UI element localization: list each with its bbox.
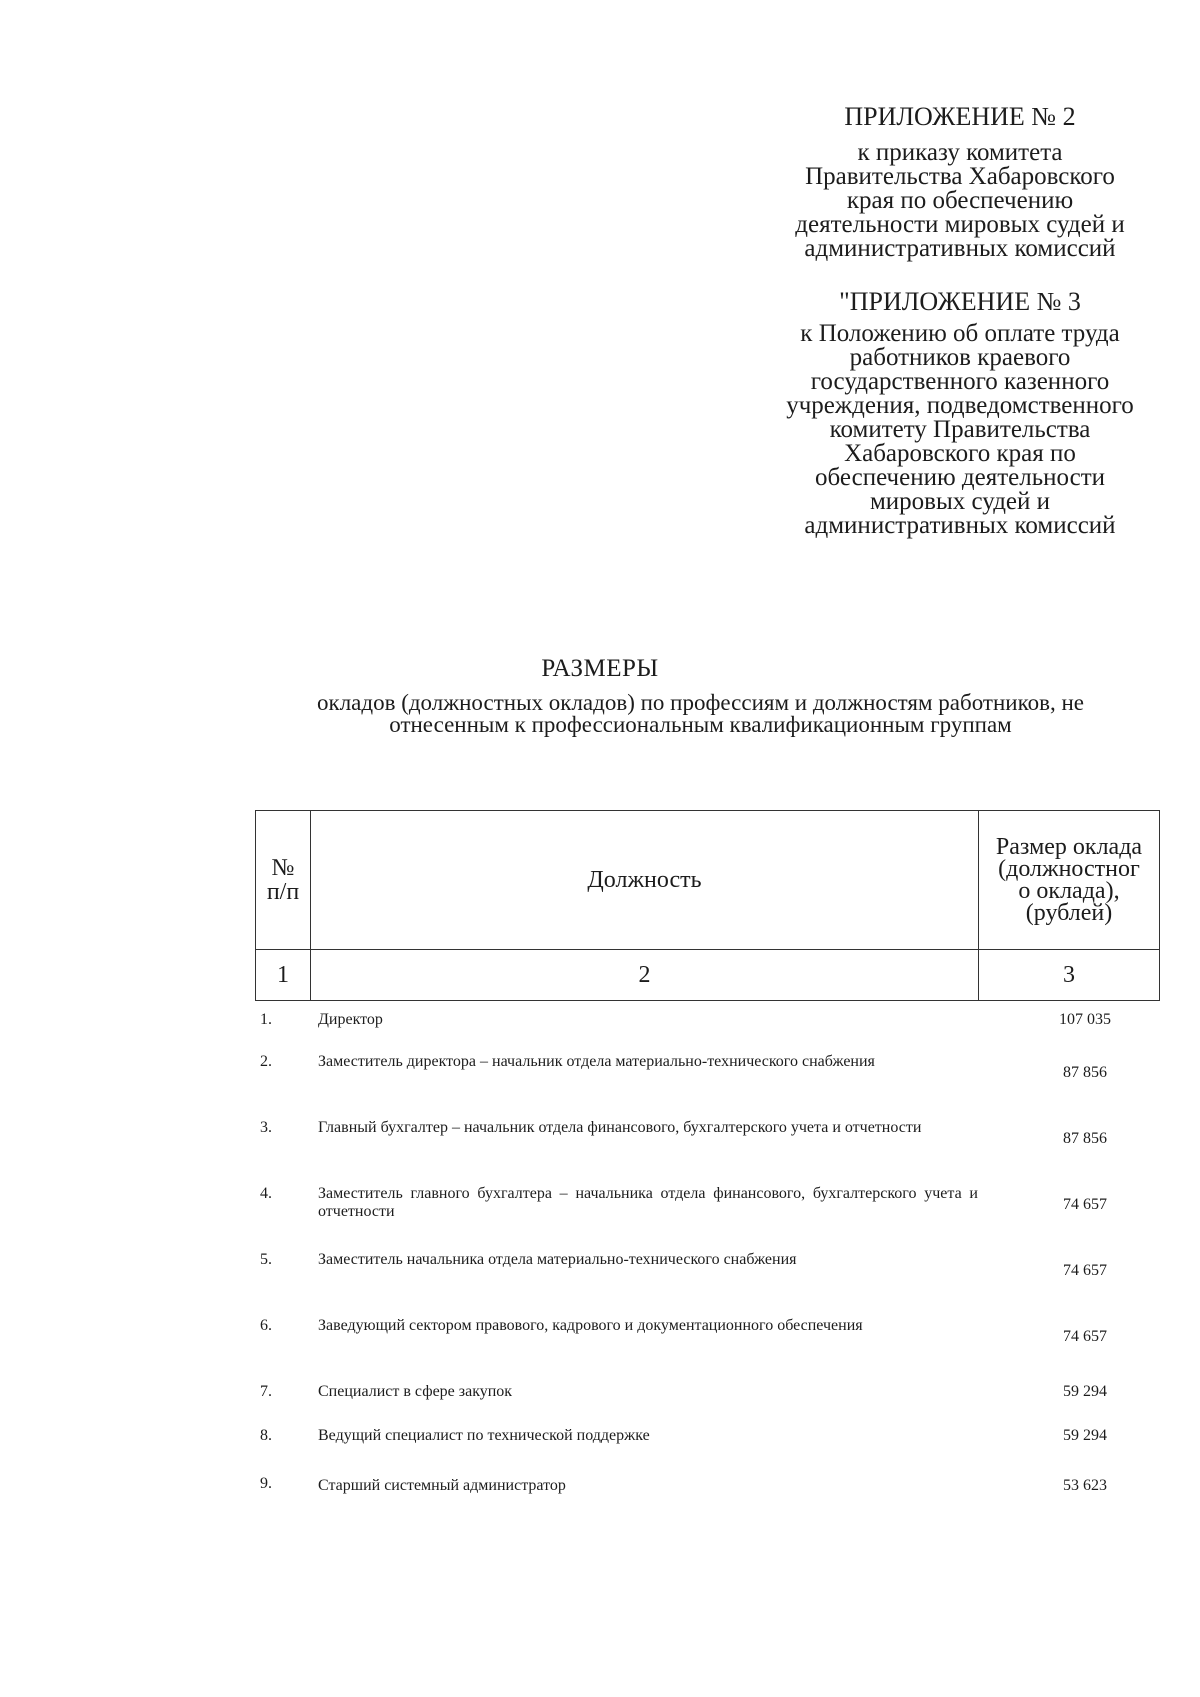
annex-3-line: государственного казенного <box>810 368 1110 395</box>
annex-3-line: административных комиссий <box>804 512 1116 539</box>
row-number: 4. <box>260 1185 272 1202</box>
row-number: 8. <box>260 1427 272 1444</box>
annex-2-line: к приказу комитета <box>857 139 1063 166</box>
header-position-cell: Должность <box>311 811 979 950</box>
row-salary: 74 657 <box>1063 1196 1107 1213</box>
document-subtitle <box>238 692 1163 736</box>
header-salary-line: (должностног <box>998 856 1140 882</box>
annex-3-line: комитету Правительства <box>829 416 1091 443</box>
row-salary: 74 657 <box>1063 1262 1107 1279</box>
row-salary: 107 035 <box>1059 1011 1111 1028</box>
annex-2-line: деятельности мировых судей и <box>795 211 1125 238</box>
row-position: Заведующий сектором правового, кадрового и документационного обеспечения <box>318 1317 863 1334</box>
annex-2-heading: ПРИЛОЖЕНИЕ № 2 <box>844 102 1076 131</box>
header-salary-line: Размер оклада <box>995 834 1143 860</box>
row-salary: 74 657 <box>1063 1328 1107 1345</box>
annex-2-line: административных комиссий <box>804 235 1116 262</box>
header-salary-line: (рублей) <box>1025 900 1113 926</box>
header-salary-cell <box>979 811 1160 950</box>
annex-3-line: мировых судей и <box>869 488 1051 515</box>
document-title: РАЗМЕРЫ <box>541 655 659 682</box>
row-salary: 59 294 <box>1063 1427 1107 1444</box>
header-number-label: п/п <box>266 879 300 905</box>
row-salary: 53 623 <box>1063 1477 1107 1494</box>
annex-2-line: Правительства Хабаровского <box>805 163 1115 190</box>
annex-3-line: обеспечению деятельности <box>814 464 1106 491</box>
subtitle-line-2: отнесенным к профессиональным квалификационным группам <box>389 712 1012 737</box>
annex-3-heading: "ПРИЛОЖЕНИЕ № 3 <box>839 287 1081 316</box>
column-number-2: 2 <box>311 950 979 1001</box>
annex-3-line: учреждения, подведомственного <box>786 392 1134 419</box>
row-position: Старший системный администратор <box>318 1477 566 1494</box>
column-number-1: 1 <box>256 950 311 1001</box>
header-number-symbol: № <box>271 855 295 881</box>
annex-3-line: работников краевого <box>849 344 1071 371</box>
row-number: 2. <box>260 1053 272 1070</box>
row-position: Специалист в сфере закупок <box>318 1383 513 1400</box>
row-position: Ведущий специалист по технической поддержке <box>318 1427 650 1444</box>
row-number: 3. <box>260 1119 272 1136</box>
row-salary: 87 856 <box>1063 1130 1107 1147</box>
row-salary: 87 856 <box>1063 1064 1107 1081</box>
row-number: 1. <box>260 1011 272 1028</box>
annex-2-block <box>760 102 1160 262</box>
row-position: Главный бухгалтер – начальник отдела финансового, бухгалтерского учета и отчетности <box>318 1119 922 1136</box>
annex-3-block <box>760 287 1160 539</box>
row-position: Заместитель начальника отдела материально-технического снабжения <box>318 1251 797 1268</box>
row-number: 7. <box>260 1383 272 1400</box>
annex-3-line: к Положению об оплате труда <box>800 320 1120 347</box>
salary-table-header <box>255 810 1160 1001</box>
row-salary: 59 294 <box>1063 1383 1107 1400</box>
annex-3-line: Хабаровского края по <box>844 440 1076 467</box>
row-position: Директор <box>318 1011 383 1028</box>
header-number-cell <box>256 811 311 950</box>
row-position: Заместитель главного бухгалтера – начальника отдела финансового, бухгалтерского учета и отчетности <box>318 1185 978 1220</box>
annex-2-line: края по обеспечению <box>846 187 1074 214</box>
row-position: Заместитель директора – начальник отдела материально-технического снабжения <box>318 1053 875 1070</box>
header-salary-line: о оклада), <box>1018 878 1120 904</box>
row-number: 9. <box>260 1475 272 1492</box>
row-number: 6. <box>260 1317 272 1334</box>
row-number: 5. <box>260 1251 272 1268</box>
subtitle-line-1: окладов (должностных окладов) по профессиям и должностям работников, не <box>317 690 1084 715</box>
column-number-3: 3 <box>979 950 1160 1001</box>
